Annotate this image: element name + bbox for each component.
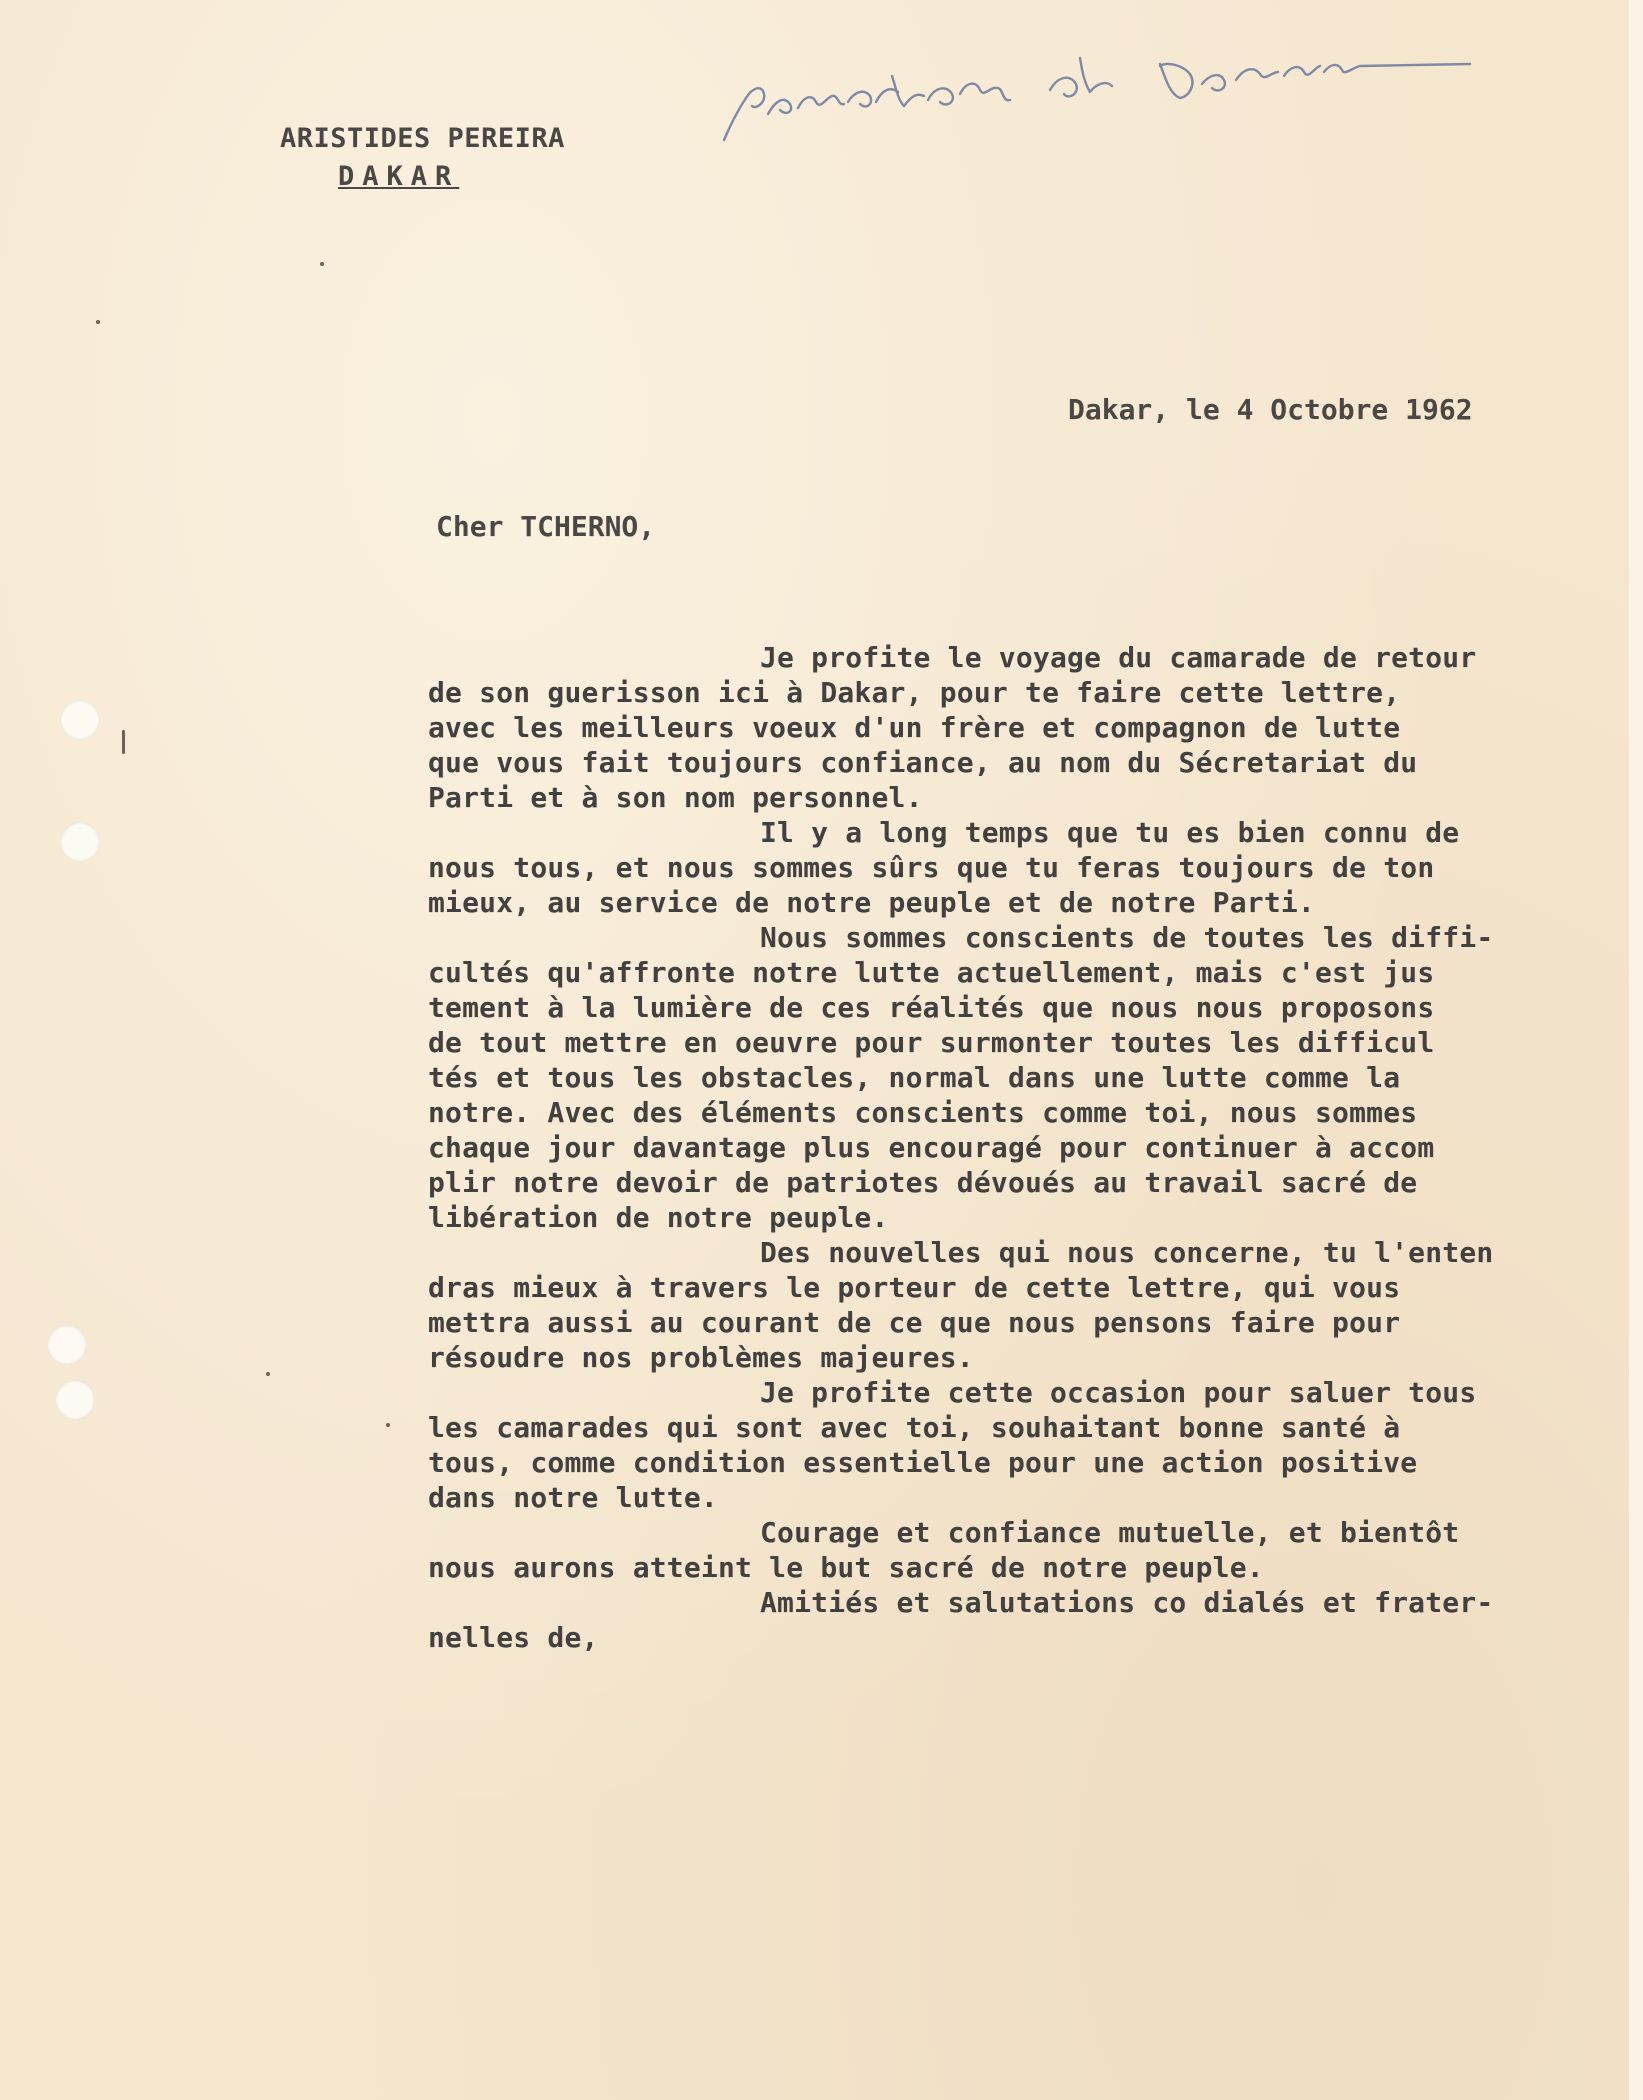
body-line: les camarades qui sont avec toi, souhaitant bonne santé à	[428, 1411, 1401, 1444]
body-line: plir notre devoir de patriotes dévoués au travail sacré de	[428, 1166, 1418, 1199]
punch-hole	[60, 822, 100, 862]
body-line: notre. Avec des éléments conscients comme toi, nous sommes	[428, 1096, 1418, 1129]
sender-block	[280, 120, 565, 196]
body-line: chaque jour davantage plus encouragé pour continuer à accom	[428, 1131, 1435, 1164]
letter-body	[428, 640, 1638, 1655]
body-line: Je profite cette occasion pour saluer tous	[760, 1376, 1477, 1409]
body-line: tous, comme condition essentielle pour une action positive	[428, 1446, 1418, 1479]
body-line: de tout mettre en oeuvre pour surmonter toutes les difficul	[428, 1026, 1435, 1059]
body-line: Il y a long temps que tu es bien connu de	[760, 816, 1460, 849]
body-line: tement à la lumière de ces réalités que nous nous proposons	[428, 991, 1435, 1024]
handwritten-annotation	[720, 36, 1520, 146]
body-line: résoudre nos problèmes majeures.	[428, 1341, 974, 1374]
paper-speck	[386, 1423, 390, 1427]
body-line: Amitiés et salutations co dialés et frater-	[760, 1586, 1494, 1619]
body-line: Parti et à son nom personnel.	[428, 781, 923, 814]
punch-hole	[60, 700, 100, 740]
paper-speck	[266, 1372, 270, 1376]
sender-name: ARISTIDES PEREIRA	[280, 123, 565, 154]
body-line: avec les meilleurs voeux d'un frère et compagnon de lutte	[428, 711, 1401, 744]
body-line: libération de notre peuple.	[428, 1201, 889, 1234]
paper-speck	[96, 320, 100, 324]
body-line: nelles de,	[428, 1621, 599, 1654]
paper-speck	[122, 730, 125, 754]
body-line: nous tous, et nous sommes sûrs que tu feras toujours de ton	[428, 851, 1435, 884]
body-line: que vous fait toujours confiance, au nom du Sécretariat du	[428, 746, 1418, 779]
body-line: Je profite le voyage du camarade de retour	[760, 641, 1477, 674]
punch-hole	[55, 1380, 95, 1420]
body-line: nous aurons atteint le but sacré de notre peuple.	[428, 1551, 1264, 1584]
letter-date: Dakar, le 4 Octobre 1962	[1068, 393, 1473, 426]
body-line: Des nouvelles qui nous concerne, tu l'enten	[760, 1236, 1494, 1269]
body-line: cultés qu'affronte notre lutte actuellement, mais c'est jus	[428, 956, 1435, 989]
punch-hole	[47, 1325, 87, 1365]
body-line: Nous sommes conscients de toutes les diffi-	[760, 921, 1494, 954]
body-line: mieux, au service de notre peuple et de notre Parti.	[428, 886, 1315, 919]
body-line: de son guerisson ici à Dakar, pour te faire cette lettre,	[428, 676, 1401, 709]
salutation: Cher TCHERNO,	[436, 510, 656, 543]
body-line: mettra aussi au courant de ce que nous pensons faire pour	[428, 1306, 1401, 1339]
body-line: tés et tous les obstacles, normal dans une lutte comme la	[428, 1061, 1401, 1094]
body-line: Courage et confiance mutuelle, et bientôt	[760, 1516, 1460, 1549]
body-line: dans notre lutte.	[428, 1481, 718, 1514]
body-line: dras mieux à travers le porteur de cette lettre, qui vous	[428, 1271, 1401, 1304]
sender-city: DAKAR	[338, 161, 460, 192]
paper-speck	[320, 262, 324, 266]
